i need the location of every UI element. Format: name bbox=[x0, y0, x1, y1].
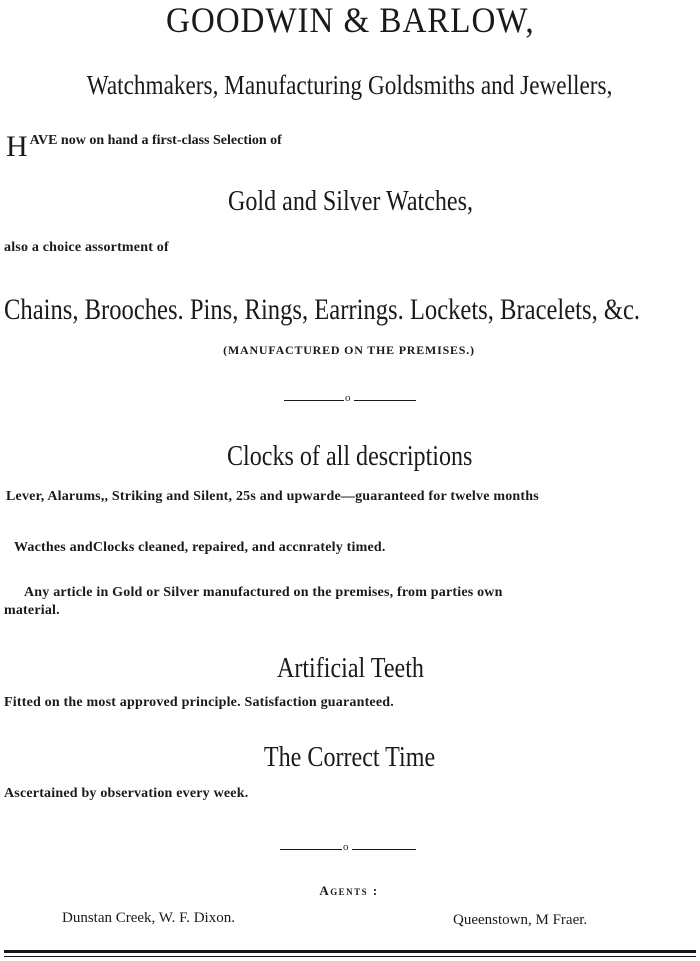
divider-rule-right bbox=[354, 400, 416, 401]
manufacture-text-line1: Any article in Gold or Silver manufactured on the premises, from parties own bbox=[24, 585, 503, 600]
intro-text: AVE now on hand a first-class Selection of bbox=[29, 133, 282, 148]
agent-queenstown: Queenstown, M Fraer. bbox=[453, 912, 588, 928]
trade-description-text: Watchmakers, Manufacturing Goldsmiths and Jewellers, bbox=[87, 70, 613, 100]
divider-rule-right-2 bbox=[352, 849, 416, 850]
bottom-border bbox=[4, 950, 696, 953]
premises-note: (MANUFACTURED ON THE PREMISES.) bbox=[223, 343, 475, 357]
trade-description bbox=[0, 72, 700, 99]
watches-heading-text: Gold and Silver Watches, bbox=[227, 186, 473, 217]
repairs-text: Wacthes andClocks cleaned, repaired, and accnrately timed. bbox=[14, 540, 386, 555]
advertiser-name bbox=[0, 2, 700, 38]
advertiser-name-text: GOODWIN & BARLOW, bbox=[165, 0, 535, 40]
divider-ornament: o bbox=[345, 392, 351, 404]
clocks-heading bbox=[0, 443, 700, 471]
agent-dunstan-creek: Dunstan Creek, W. F. Dixon. bbox=[62, 910, 235, 926]
clocks-detail: Lever, Alarums,, Striking and Silent, 25s and upwarde—guaranteed for twelve months bbox=[6, 489, 539, 504]
assortment-text: also a choice assortment of bbox=[4, 240, 169, 255]
intro-line bbox=[6, 132, 282, 162]
divider-rule-left bbox=[284, 400, 344, 401]
jewellery-heading-text: Chains, Brooches. Pins, Rings, Earrings. Lockets, Bracelets, &c. bbox=[4, 293, 641, 326]
bottom-border-thin bbox=[4, 956, 696, 957]
time-detail: Ascertained by observation every week. bbox=[4, 786, 249, 801]
clocks-heading-text: Clocks of all descriptions bbox=[227, 441, 473, 472]
teeth-heading-text: Artificial Teeth bbox=[276, 653, 424, 684]
manufacture-text-line2: material. bbox=[4, 603, 60, 618]
divider-ornament-2: o bbox=[343, 841, 349, 853]
jewellery-heading bbox=[0, 295, 700, 325]
time-heading bbox=[0, 744, 700, 772]
time-heading-text: The Correct Time bbox=[264, 742, 436, 773]
watches-heading bbox=[0, 188, 700, 216]
teeth-detail: Fitted on the most approved principle. Satisfaction guaranteed. bbox=[4, 695, 394, 710]
divider-rule-left-2 bbox=[280, 849, 342, 850]
agents-label: Agents : bbox=[319, 883, 379, 898]
drop-cap: H bbox=[6, 130, 28, 163]
teeth-heading bbox=[0, 655, 700, 683]
